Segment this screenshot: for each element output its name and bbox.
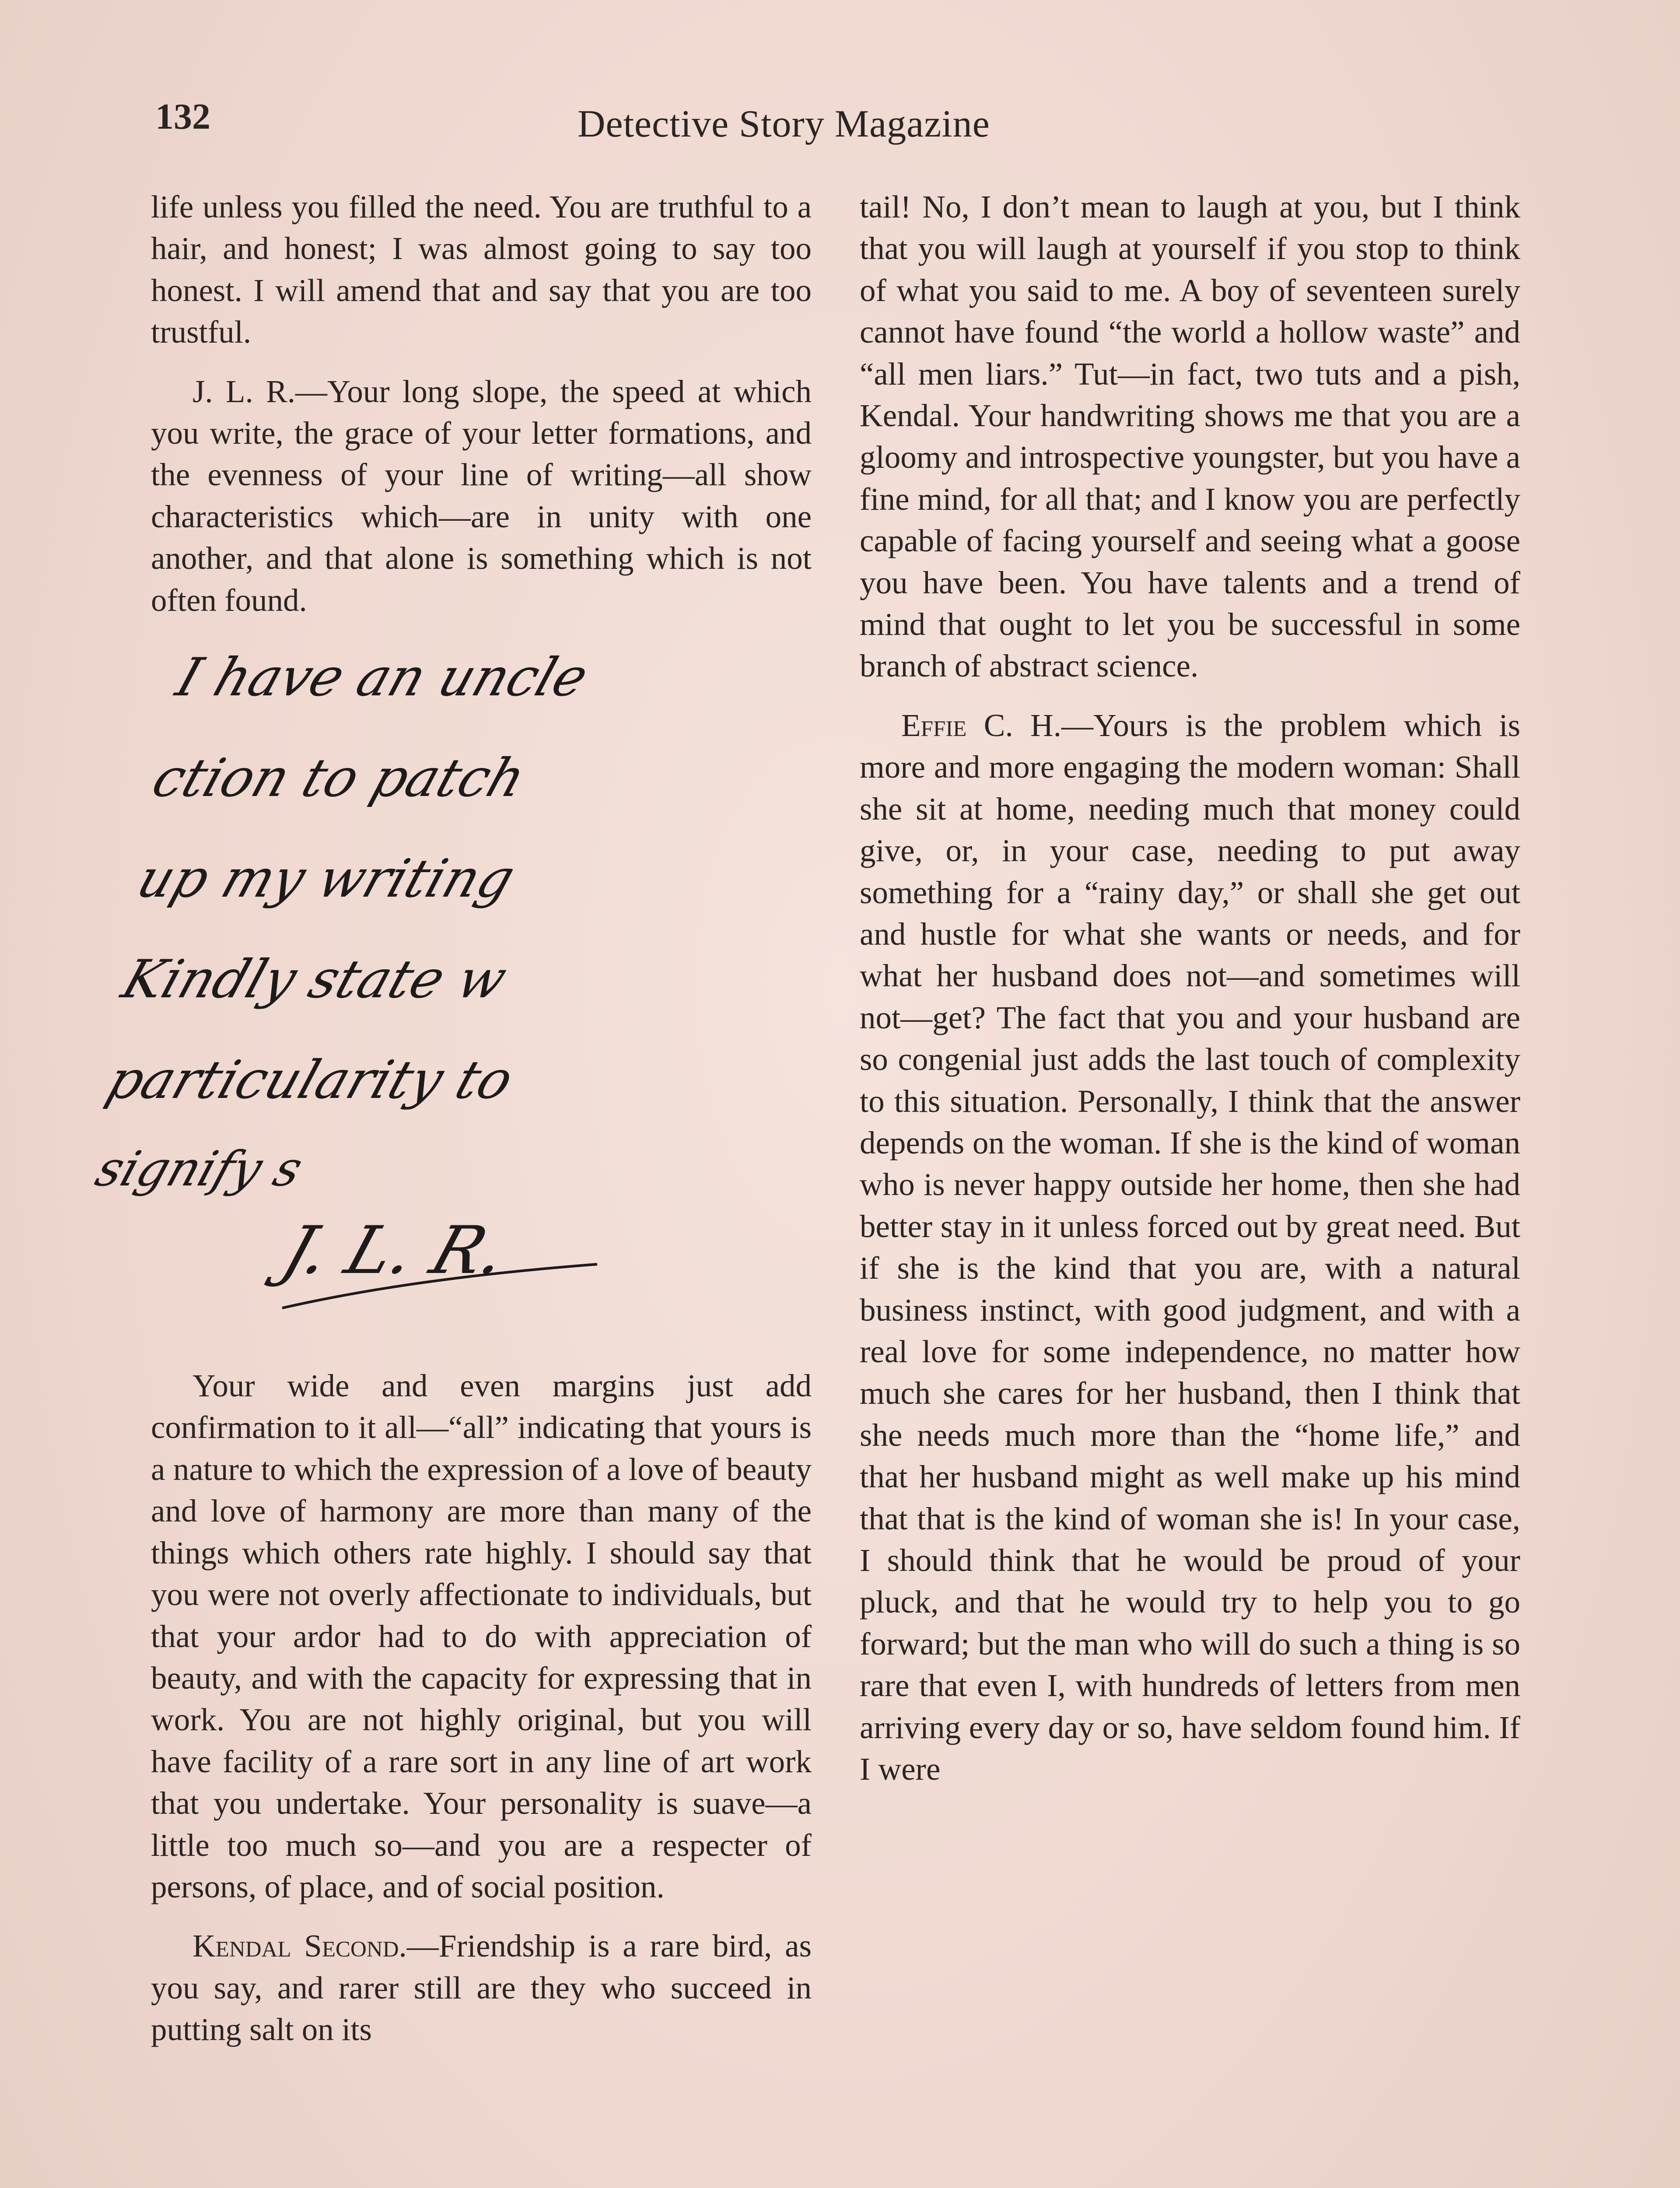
right-column [860, 186, 1520, 1790]
paragraph-continuation: life unless you filled the need. You are truthful to a hair, and honest; I was almost going to say too honest. I will amend that and say that you are too trustful. [151, 189, 812, 350]
reply-continuation-kendal: tail! No, I don’t mean to laugh at you, but I think that you will laugh at yourself if you stop to think of what you said to me. A boy of seventeen surely cannot have found “the world a hollow waste” and “all men liars.” Tut—in fact, two tuts and a pish, Kendal. Your handwriting shows me that you are a gloomy and introspective youngster, but you have a fine mind, for all that; and I know you are perfectly capable of facing yourself and seeing what a goose you have been. You have talents and a trend of mind that ought to let you be successful in some branch of abstract science. [860, 189, 1520, 684]
letter-reply-kendal [151, 1925, 812, 2050]
correspondent-name: J. L. R. [192, 373, 295, 409]
handwriting-line-1: I have an uncle [169, 647, 596, 708]
handwriting-line-4: Kindly state w [115, 949, 514, 1010]
correspondent-name: Kendal Second. [192, 1928, 407, 1964]
letter-reply-jlr [151, 371, 812, 621]
page-number: 132 [155, 96, 210, 137]
handwriting-specimen [89, 643, 812, 1343]
running-title: Detective Story Magazine [578, 103, 990, 145]
handwriting-line-2: ction to patch [145, 747, 533, 809]
handwriting-specimen-image [89, 643, 812, 1343]
reply-text: —Yours is the problem which is more and more engaging the modern woman: Shall she sit at home, needing much that money could give, or, in your case, needing to put away something for a “rainy day,” or shall she get out and hustle for what she wants or needs, and for what her husband does not—and sometimes will not—get? The fact that you and your husband are so congenial just adds the last touch of complexity to this situation. Personally, I think that the answer depends on the woman. If she is the kind of woman who is never happy outside her home, then she had better stay in it unless forced out by great need. But if she is the kind that you are, with a natural business instinct, with good judgment, and with a real love for some independence, no matter how much she cares for her husband, then I think that she needs much more than the “home life,” and that her husband might as well make up his mind that that is the kind of woman she is! In your case, I should think that he would be proud of your pluck, and that he would try to help you to go forward; but the man who will do such a thing is so rare that even I, with hundreds of letters from men arriving every day or so, have seldom found him. If I were [860, 707, 1520, 1787]
correspondent-name: Effie C. H. [901, 707, 1062, 743]
handwriting-line-3: up my writing [130, 848, 522, 910]
reply-continuation: Your wide and even margins just add confirmation to it all—“all” indicating that yours is a nature to which the expression of a love of beauty and love of harmony are more than many of the things which others rate highly. I should say that you were not overly affectionate to individuals, but that your ardor had to do with appreciation of beauty, and with the capacity for expressing that in work. You are not highly original, but you will have facility of a rare sort in any line of art work that you undertake. Your personality is suave—a little too much so—and you are a respecter of persons, of place, and of social position. [151, 1368, 812, 1904]
reply-text: —Friendship is a rare bird, as you say, and rarer still are they who succeed in putting salt on its [151, 1928, 812, 2048]
letter-reply-effie [860, 705, 1520, 1790]
reply-text: —Your long slope, the speed at which you write, the grace of your letter formations, and the evenness of your line of writing—all show characteristics which—are in unity with one another, and that alone is something which is not often found. [151, 373, 812, 618]
handwriting-line-6: signify s [89, 1140, 310, 1197]
handwriting-signature: J. L. R. [273, 1212, 517, 1289]
left-column [89, 186, 812, 2051]
handwriting-line-5: particularity to [99, 1049, 521, 1111]
